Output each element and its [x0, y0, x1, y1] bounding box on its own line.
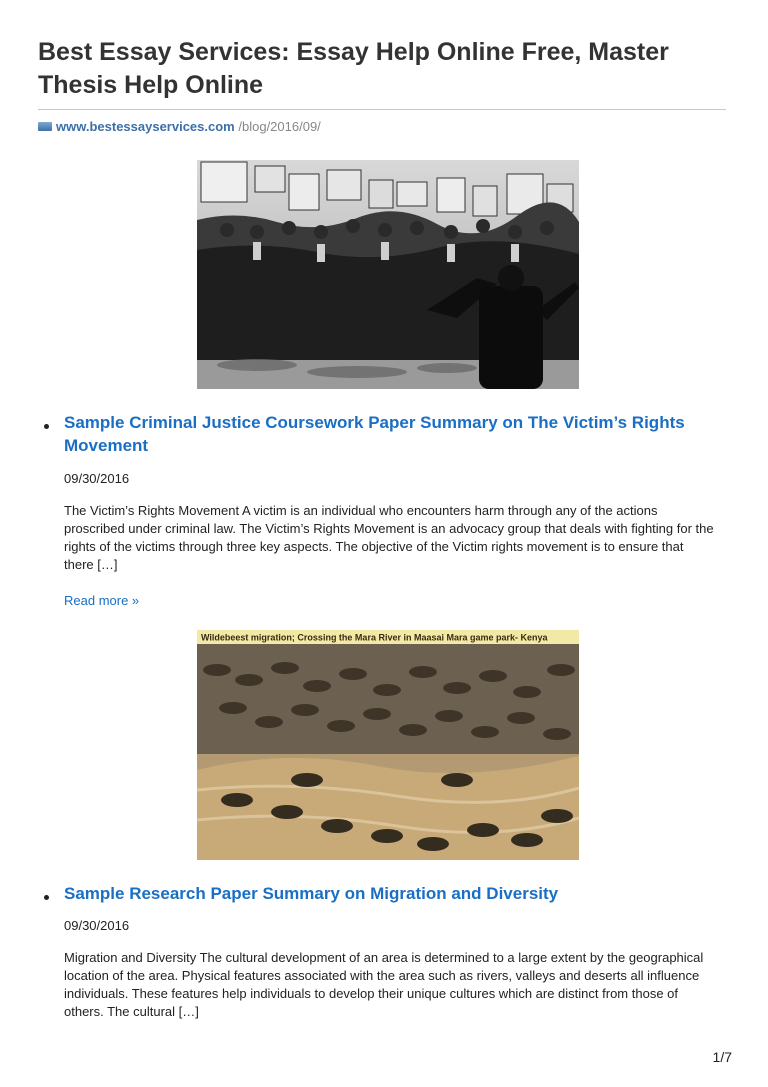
- image-caption: Wildebeest migration; Crossing the Mara River in Maasai Mara game park- Kenya: [201, 632, 548, 643]
- post-excerpt: The Victim’s Rights Movement A victim is an individual who encounters harm through any of the actions proscribed under criminal law. The Victim’s Rights Movement is an advocacy group that deals with fighting for the rights of the victims through three key aspects. The objective of the Victim rights movement is to ensure that there […]: [64, 503, 714, 572]
- post-image-march: [197, 160, 579, 389]
- list-bullet: [44, 895, 49, 900]
- site-favicon-icon: [38, 122, 52, 131]
- source-url[interactable]: [38, 119, 321, 135]
- post-image-wildebeest: [197, 630, 579, 860]
- post-title-link[interactable]: Sample Criminal Justice Coursework Paper Summary on The Victim’s Rights Movement: [64, 413, 685, 455]
- page-number: 1/7: [712, 1049, 732, 1065]
- post-title-link[interactable]: Sample Research Paper Summary on Migration and Diversity: [64, 884, 559, 903]
- post-date: 09/30/2016: [64, 918, 130, 933]
- source-path[interactable]: /blog/2016/09/: [238, 119, 321, 134]
- page-title: Best Essay Services: Essay Help Online Free, Master Thesis Help Online: [38, 38, 669, 99]
- source-domain[interactable]: www.bestessayservices.com: [56, 119, 235, 134]
- post-date: 09/30/2016: [64, 471, 130, 486]
- list-bullet: [44, 424, 49, 429]
- post-excerpt: Migration and Diversity The cultural development of an area is determined to a large extent by the geographical location of the area. Physical features associated with the area such as rivers, valleys and deserts all influence individuals. These features help individuals to develop their unique cultures which are distinct from those of others. The cultural […]: [64, 950, 704, 1019]
- title-divider: [38, 109, 726, 110]
- read-more-link[interactable]: Read more »: [64, 593, 140, 608]
